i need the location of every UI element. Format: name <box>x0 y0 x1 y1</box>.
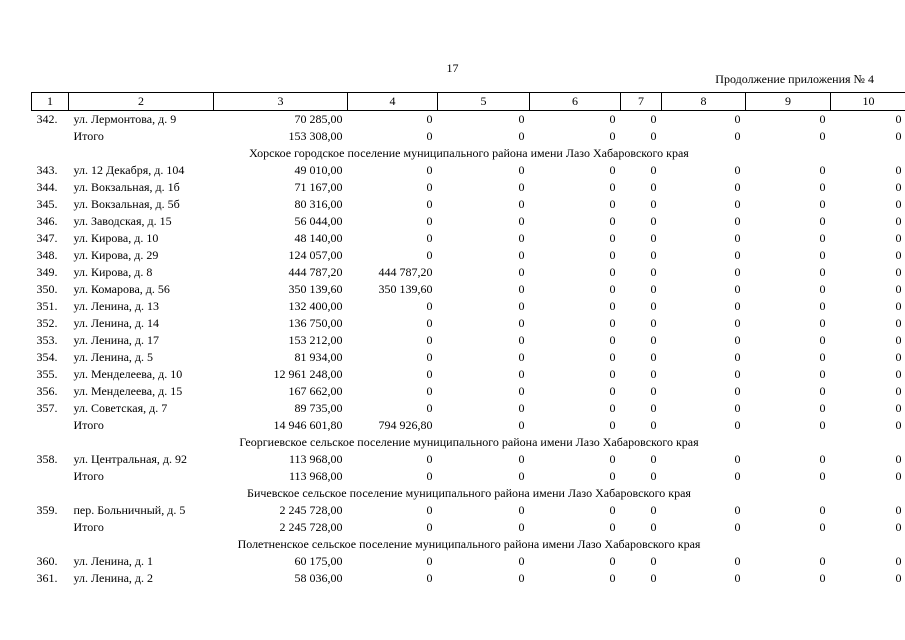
col-8-amount: 0 <box>734 231 741 245</box>
col-8-amount: 0 <box>734 265 741 279</box>
col-4-amount: 0 <box>426 367 433 381</box>
col-5-amount: 0 <box>518 231 525 245</box>
col-5-amount: 0 <box>518 129 525 143</box>
col-8-amount: 0 <box>734 401 741 415</box>
col-9-amount: 0 <box>819 503 826 517</box>
row-number: 354. <box>36 350 58 364</box>
address: ул. Менделеева, д. 10 <box>73 367 183 381</box>
col-7-amount: 0 <box>650 282 657 296</box>
row-number: 356. <box>36 384 58 398</box>
address: ул. Ленина, д. 5 <box>73 350 154 364</box>
address: ул. Комарова, д. 56 <box>73 282 170 296</box>
col-10-amount: 0 <box>895 180 902 194</box>
page-number: 17 <box>446 61 459 75</box>
col-7-amount: 0 <box>650 452 657 466</box>
col-4-amount: 0 <box>426 350 433 364</box>
col-4-amount: 794 926,80 <box>378 418 433 432</box>
column-number-cell: 8 <box>662 93 746 111</box>
col-3-amount: 89 735,00 <box>294 401 343 415</box>
col-7-amount: 0 <box>650 418 657 432</box>
col-8-amount: 0 <box>734 571 741 585</box>
col-9-amount: 0 <box>819 571 826 585</box>
col-9-amount: 0 <box>819 520 826 534</box>
col-6-amount: 0 <box>609 299 616 313</box>
col-4-amount: 0 <box>426 401 433 415</box>
col-7-amount: 0 <box>650 333 657 347</box>
table-row <box>32 553 905 570</box>
col-5-amount: 0 <box>518 299 525 313</box>
address: ул. Ленина, д. 13 <box>73 299 160 313</box>
col-8-amount: 0 <box>734 469 741 483</box>
column-number-cell: 1 <box>32 93 69 111</box>
col-10-amount: 0 <box>895 452 902 466</box>
col-7-amount: 0 <box>650 231 657 245</box>
col-8-amount: 0 <box>734 367 741 381</box>
column-number-header <box>32 93 905 111</box>
col-7-amount: 0 <box>650 503 657 517</box>
total-row <box>32 128 905 145</box>
section-heading: Хорское городское поселение муниципального района имени Лазо Хабаровского края <box>249 146 689 160</box>
col-10-amount: 0 <box>895 554 902 568</box>
table-row <box>32 230 905 247</box>
col-4-amount: 0 <box>426 554 433 568</box>
row-number: 355. <box>36 367 58 381</box>
address: Итого <box>73 418 104 432</box>
col-6-amount: 0 <box>609 129 616 143</box>
address: Итого <box>73 129 104 143</box>
col-7-amount: 0 <box>650 367 657 381</box>
col-8-amount: 0 <box>734 129 741 143</box>
col-10-amount: 0 <box>895 248 902 262</box>
col-5-amount: 0 <box>518 316 525 330</box>
total-row <box>32 519 905 536</box>
col-6-amount: 0 <box>609 469 616 483</box>
column-number-cell: 2 <box>69 93 214 111</box>
table-row <box>32 298 905 315</box>
address: ул. Советская, д. 7 <box>73 401 168 415</box>
col-10-amount: 0 <box>895 231 902 245</box>
table-row <box>32 349 905 366</box>
col-6-amount: 0 <box>609 197 616 211</box>
col-6-amount: 0 <box>609 367 616 381</box>
col-7-amount: 0 <box>650 520 657 534</box>
col-5-amount: 0 <box>518 418 525 432</box>
row-number: 346. <box>36 214 58 228</box>
col-3-amount: 153 212,00 <box>288 333 343 347</box>
col-4-amount: 0 <box>426 299 433 313</box>
table-row <box>32 383 905 400</box>
col-5-amount: 0 <box>518 333 525 347</box>
col-5-amount: 0 <box>518 554 525 568</box>
col-7-amount: 0 <box>650 554 657 568</box>
col-7-amount: 0 <box>650 112 657 126</box>
table-row <box>32 315 905 332</box>
col-9-amount: 0 <box>819 452 826 466</box>
col-9-amount: 0 <box>819 214 826 228</box>
col-10-amount: 0 <box>895 129 902 143</box>
col-10-amount: 0 <box>895 469 902 483</box>
col-8-amount: 0 <box>734 503 741 517</box>
col-5-amount: 0 <box>518 282 525 296</box>
col-8-amount: 0 <box>734 112 741 126</box>
section-heading: Бичевское сельское поселение муниципального района имени Лазо Хабаровского края <box>247 486 691 500</box>
col-6-amount: 0 <box>609 112 616 126</box>
col-10-amount: 0 <box>895 350 902 364</box>
section-heading: Георгиевское сельское поселение муниципального района имени Лазо Хабаровского края <box>239 435 699 449</box>
col-4-amount: 0 <box>426 571 433 585</box>
address: ул. Кирова, д. 8 <box>73 265 153 279</box>
table-row <box>32 570 905 587</box>
col-9-amount: 0 <box>819 333 826 347</box>
col-4-amount: 444 787,20 <box>378 265 433 279</box>
col-9-amount: 0 <box>819 197 826 211</box>
address: ул. Лермонтова, д. 9 <box>73 112 177 126</box>
col-5-amount: 0 <box>518 265 525 279</box>
section-heading-row <box>32 485 905 502</box>
col-8-amount: 0 <box>734 214 741 228</box>
col-8-amount: 0 <box>734 333 741 347</box>
col-6-amount: 0 <box>609 554 616 568</box>
table-row <box>32 400 905 417</box>
address: ул. Вокзальная, д. 1б <box>73 180 180 194</box>
col-6-amount: 0 <box>609 350 616 364</box>
column-number-cell: 6 <box>530 93 621 111</box>
col-8-amount: 0 <box>734 452 741 466</box>
total-row <box>32 417 905 434</box>
col-8-amount: 0 <box>734 316 741 330</box>
col-10-amount: 0 <box>895 163 902 177</box>
section-heading-row <box>32 145 905 162</box>
total-row <box>32 468 905 485</box>
col-7-amount: 0 <box>650 350 657 364</box>
section-heading: Полетненское сельское поселение муниципального района имени Лазо Хабаровского края <box>237 537 701 551</box>
col-3-amount: 444 787,20 <box>288 265 343 279</box>
table-row <box>32 179 905 196</box>
col-10-amount: 0 <box>895 316 902 330</box>
col-5-amount: 0 <box>518 503 525 517</box>
col-6-amount: 0 <box>609 316 616 330</box>
row-number: 351. <box>36 299 58 313</box>
row-number: 361. <box>36 571 58 585</box>
table-row <box>32 281 905 298</box>
col-6-amount: 0 <box>609 333 616 347</box>
column-number-cell: 5 <box>438 93 530 111</box>
column-number-cell: 10 <box>831 93 905 111</box>
col-7-amount: 0 <box>650 316 657 330</box>
col-5-amount: 0 <box>518 401 525 415</box>
col-5-amount: 0 <box>518 214 525 228</box>
col-3-amount: 350 139,60 <box>288 282 343 296</box>
col-9-amount: 0 <box>819 180 826 194</box>
col-4-amount: 0 <box>426 333 433 347</box>
col-9-amount: 0 <box>819 401 826 415</box>
address: ул. Ленина, д. 14 <box>73 316 160 330</box>
section-heading-row <box>32 536 905 553</box>
col-5-amount: 0 <box>518 163 525 177</box>
row-number: 358. <box>36 452 58 466</box>
col-6-amount: 0 <box>609 384 616 398</box>
col-5-amount: 0 <box>518 571 525 585</box>
col-4-amount: 0 <box>426 214 433 228</box>
col-7-amount: 0 <box>650 163 657 177</box>
col-3-amount: 132 400,00 <box>288 299 343 313</box>
col-3-amount: 70 285,00 <box>294 112 343 126</box>
row-number: 342. <box>36 112 58 126</box>
col-4-amount: 0 <box>426 112 433 126</box>
col-8-amount: 0 <box>734 554 741 568</box>
col-4-amount: 0 <box>426 197 433 211</box>
table-row <box>32 162 905 179</box>
col-10-amount: 0 <box>895 401 902 415</box>
address: Итого <box>73 520 104 534</box>
col-3-amount: 49 010,00 <box>294 163 343 177</box>
col-6-amount: 0 <box>609 520 616 534</box>
row-number: 347. <box>36 231 58 245</box>
col-3-amount: 2 245 728,00 <box>279 520 343 534</box>
address: ул. 12 Декабря, д. 104 <box>73 163 185 177</box>
col-3-amount: 48 140,00 <box>294 231 343 245</box>
col-8-amount: 0 <box>734 520 741 534</box>
col-5-amount: 0 <box>518 384 525 398</box>
row-number: 343. <box>36 163 58 177</box>
col-10-amount: 0 <box>895 520 902 534</box>
col-6-amount: 0 <box>609 503 616 517</box>
table-row <box>32 247 905 264</box>
row-number <box>32 128 69 145</box>
col-3-amount: 136 750,00 <box>288 316 343 330</box>
col-6-amount: 0 <box>609 231 616 245</box>
row-number: 345. <box>36 197 58 211</box>
col-9-amount: 0 <box>819 350 826 364</box>
col-9-amount: 0 <box>819 367 826 381</box>
col-3-amount: 60 175,00 <box>294 554 343 568</box>
row-number: 353. <box>36 333 58 347</box>
table-row <box>32 264 905 281</box>
col-7-amount: 0 <box>650 265 657 279</box>
col-9-amount: 0 <box>819 231 826 245</box>
continuation-note: Продолжение приложения № 4 <box>715 72 874 86</box>
col-6-amount: 0 <box>609 248 616 262</box>
col-9-amount: 0 <box>819 299 826 313</box>
address: ул. Центральная, д. 92 <box>73 452 188 466</box>
row-number: 349. <box>36 265 58 279</box>
col-4-amount: 350 139,60 <box>378 282 433 296</box>
col-4-amount: 0 <box>426 248 433 262</box>
col-5-amount: 0 <box>518 350 525 364</box>
col-7-amount: 0 <box>650 248 657 262</box>
address: пер. Больничный, д. 5 <box>73 503 186 517</box>
section-heading-row <box>32 434 905 451</box>
col-5-amount: 0 <box>518 452 525 466</box>
col-8-amount: 0 <box>734 282 741 296</box>
col-7-amount: 0 <box>650 384 657 398</box>
col-6-amount: 0 <box>609 401 616 415</box>
col-8-amount: 0 <box>734 299 741 313</box>
col-6-amount: 0 <box>609 282 616 296</box>
col-3-amount: 71 167,00 <box>294 180 343 194</box>
col-5-amount: 0 <box>518 180 525 194</box>
col-5-amount: 0 <box>518 112 525 126</box>
col-7-amount: 0 <box>650 571 657 585</box>
col-10-amount: 0 <box>895 299 902 313</box>
col-10-amount: 0 <box>895 503 902 517</box>
row-number: 352. <box>36 316 58 330</box>
col-4-amount: 0 <box>426 384 433 398</box>
col-3-amount: 113 968,00 <box>288 452 343 466</box>
col-3-amount: 58 036,00 <box>294 571 343 585</box>
col-10-amount: 0 <box>895 265 902 279</box>
col-4-amount: 0 <box>426 316 433 330</box>
col-6-amount: 0 <box>609 418 616 432</box>
col-3-amount: 113 968,00 <box>288 469 343 483</box>
col-7-amount: 0 <box>650 469 657 483</box>
col-9-amount: 0 <box>819 469 826 483</box>
col-4-amount: 0 <box>426 231 433 245</box>
row-number: 359. <box>36 503 58 517</box>
col-9-amount: 0 <box>819 163 826 177</box>
column-number-cell: 9 <box>746 93 831 111</box>
row-number <box>32 519 69 536</box>
col-10-amount: 0 <box>895 214 902 228</box>
col-6-amount: 0 <box>609 452 616 466</box>
col-5-amount: 0 <box>518 520 525 534</box>
col-7-amount: 0 <box>650 197 657 211</box>
col-10-amount: 0 <box>895 571 902 585</box>
col-10-amount: 0 <box>895 282 902 296</box>
address: ул. Заводская, д. 15 <box>73 214 172 228</box>
col-3-amount: 14 946 601,80 <box>273 418 343 432</box>
row-number: 344. <box>36 180 58 194</box>
table-row <box>32 332 905 349</box>
col-3-amount: 167 662,00 <box>288 384 343 398</box>
address: ул. Менделеева, д. 15 <box>73 384 183 398</box>
address: ул. Вокзальная, д. 5б <box>73 197 180 211</box>
col-7-amount: 0 <box>650 214 657 228</box>
table-row <box>32 451 905 468</box>
col-9-amount: 0 <box>819 112 826 126</box>
col-7-amount: 0 <box>650 401 657 415</box>
address: ул. Ленина, д. 1 <box>73 554 154 568</box>
column-number-cell: 3 <box>214 93 348 111</box>
col-6-amount: 0 <box>609 265 616 279</box>
col-9-amount: 0 <box>819 316 826 330</box>
col-5-amount: 0 <box>518 197 525 211</box>
col-3-amount: 80 316,00 <box>294 197 343 211</box>
col-3-amount: 12 961 248,00 <box>273 367 343 381</box>
col-5-amount: 0 <box>518 367 525 381</box>
row-number: 360. <box>36 554 58 568</box>
address: ул. Ленина, д. 2 <box>73 571 154 585</box>
col-6-amount: 0 <box>609 214 616 228</box>
col-4-amount: 0 <box>426 503 433 517</box>
row-number: 348. <box>36 248 58 262</box>
table-row <box>32 111 905 129</box>
col-10-amount: 0 <box>895 418 902 432</box>
col-3-amount: 56 044,00 <box>294 214 343 228</box>
col-3-amount: 2 245 728,00 <box>279 503 343 517</box>
appendix-table <box>31 92 905 587</box>
col-6-amount: 0 <box>609 163 616 177</box>
col-9-amount: 0 <box>819 129 826 143</box>
column-number-cell: 7 <box>621 93 662 111</box>
col-8-amount: 0 <box>734 384 741 398</box>
col-4-amount: 0 <box>426 469 433 483</box>
table-row <box>32 366 905 383</box>
col-7-amount: 0 <box>650 299 657 313</box>
address: ул. Кирова, д. 10 <box>73 231 159 245</box>
col-8-amount: 0 <box>734 418 741 432</box>
col-9-amount: 0 <box>819 248 826 262</box>
col-7-amount: 0 <box>650 180 657 194</box>
table-row <box>32 196 905 213</box>
col-6-amount: 0 <box>609 571 616 585</box>
col-8-amount: 0 <box>734 180 741 194</box>
col-10-amount: 0 <box>895 333 902 347</box>
row-number <box>32 417 69 434</box>
col-6-amount: 0 <box>609 180 616 194</box>
col-9-amount: 0 <box>819 554 826 568</box>
table-row <box>32 502 905 519</box>
col-4-amount: 0 <box>426 452 433 466</box>
col-9-amount: 0 <box>819 265 826 279</box>
col-10-amount: 0 <box>895 197 902 211</box>
col-4-amount: 0 <box>426 180 433 194</box>
col-4-amount: 0 <box>426 163 433 177</box>
col-4-amount: 0 <box>426 520 433 534</box>
col-8-amount: 0 <box>734 248 741 262</box>
col-7-amount: 0 <box>650 129 657 143</box>
col-9-amount: 0 <box>819 384 826 398</box>
col-8-amount: 0 <box>734 350 741 364</box>
col-8-amount: 0 <box>734 163 741 177</box>
address: ул. Кирова, д. 29 <box>73 248 159 262</box>
column-number-cell: 4 <box>348 93 438 111</box>
col-10-amount: 0 <box>895 112 902 126</box>
col-9-amount: 0 <box>819 418 826 432</box>
col-9-amount: 0 <box>819 282 826 296</box>
col-10-amount: 0 <box>895 384 902 398</box>
row-number: 357. <box>36 401 58 415</box>
col-4-amount: 0 <box>426 129 433 143</box>
col-8-amount: 0 <box>734 197 741 211</box>
col-10-amount: 0 <box>895 367 902 381</box>
address: Итого <box>73 469 104 483</box>
col-5-amount: 0 <box>518 248 525 262</box>
col-3-amount: 81 934,00 <box>294 350 343 364</box>
address: ул. Ленина, д. 17 <box>73 333 160 347</box>
row-number: 350. <box>36 282 58 296</box>
col-3-amount: 153 308,00 <box>288 129 343 143</box>
row-number <box>32 468 69 485</box>
col-3-amount: 124 057,00 <box>288 248 343 262</box>
table-row <box>32 213 905 230</box>
col-5-amount: 0 <box>518 469 525 483</box>
